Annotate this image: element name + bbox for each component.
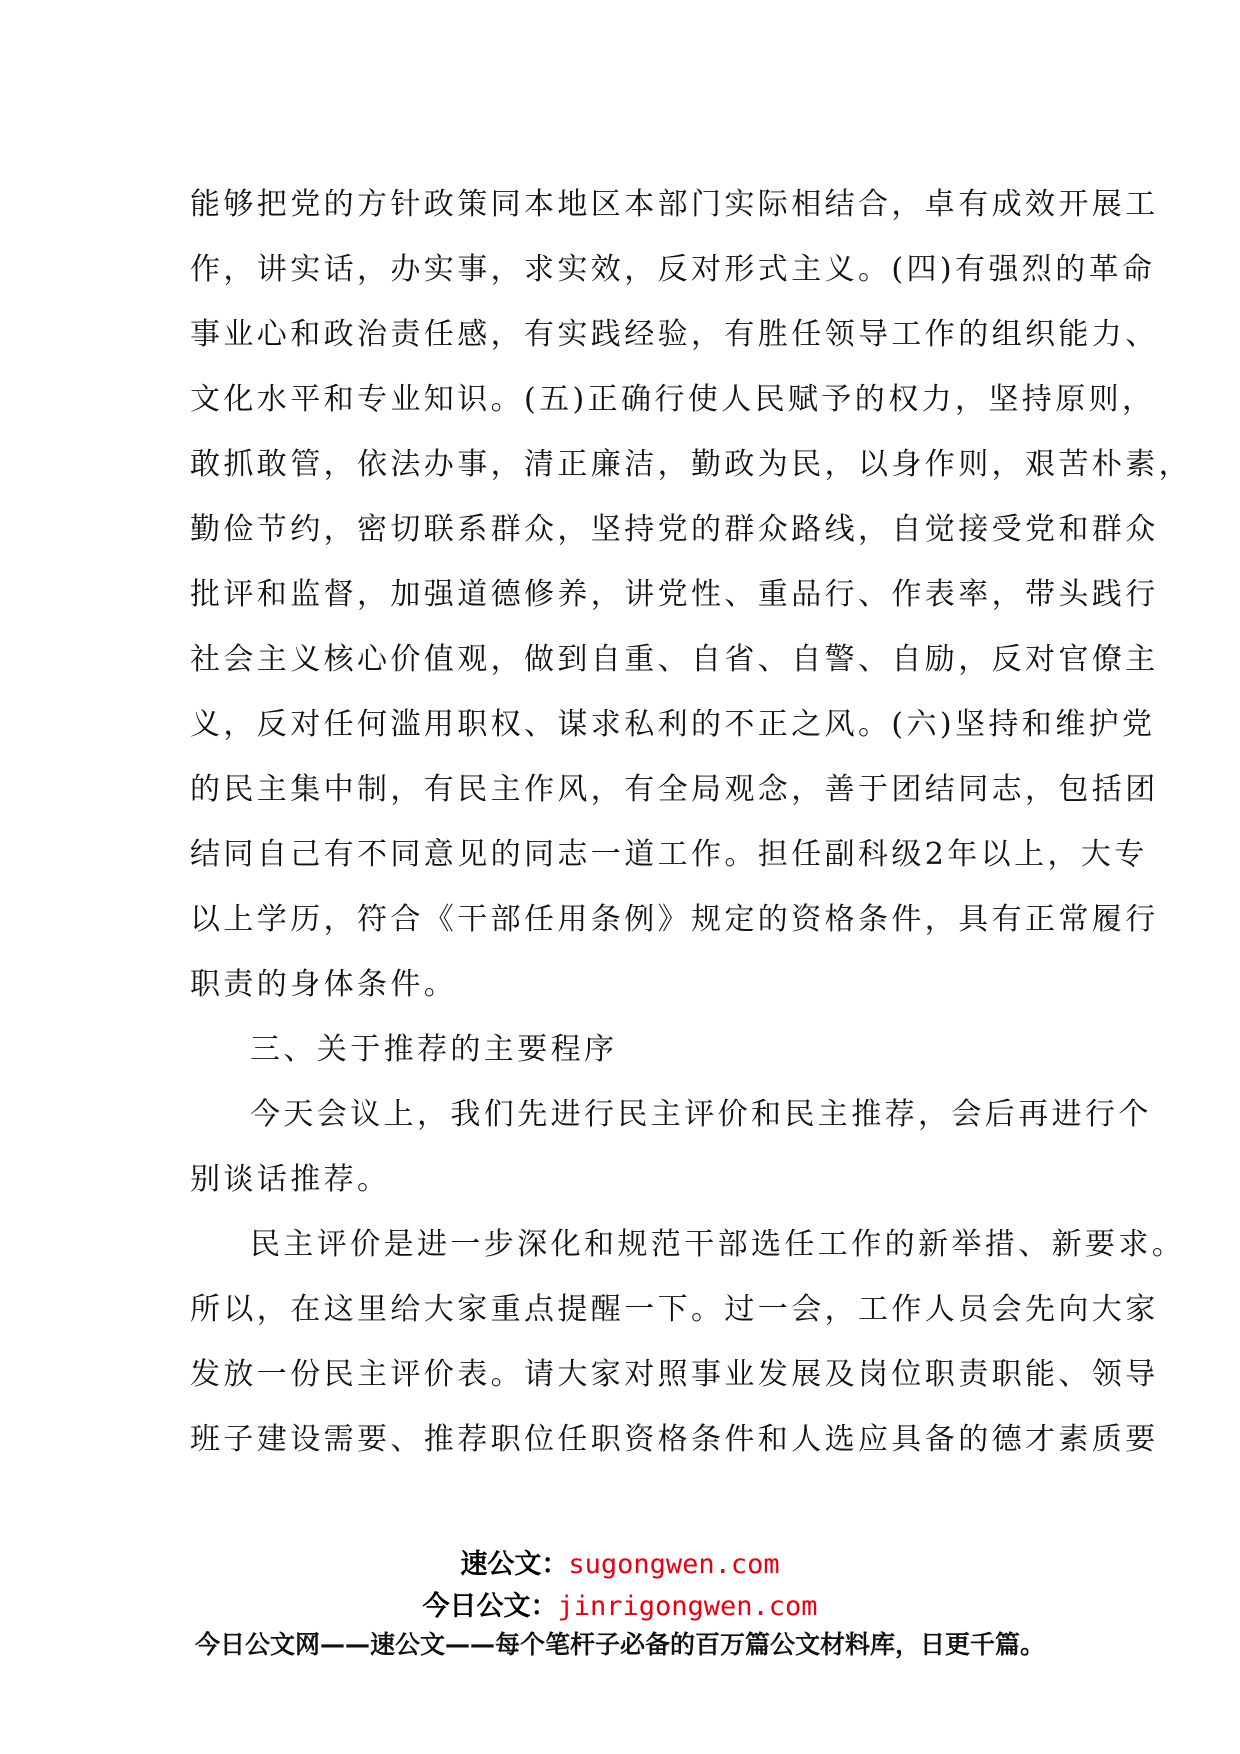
body-line: 事业心和政治责任感，有实践经验，有胜任领导工作的组织能力、 — [190, 317, 1159, 352]
footer-line-jinrigongwen — [0, 1584, 1240, 1623]
footer-label: 速公文： — [460, 1549, 569, 1580]
footer-slogan: 今日公文网——速公文——每个笔杆子必备的百万篇公文材料库，日更千篇。 — [194, 1630, 1045, 1659]
document-body — [190, 172, 1192, 1472]
body-line: 别谈话推荐。 — [190, 1162, 391, 1197]
body-line: 今天会议上，我们先进行民主评价和民主推荐，会后再进行个 — [250, 1097, 1152, 1132]
body-line: 发放一份民主评价表。请大家对照事业发展及岗位职责职能、领导 — [190, 1357, 1159, 1392]
footer-link-sugongwen[interactable]: sugongwen.com — [568, 1549, 780, 1580]
body-line: 批评和监督，加强道德修养，讲党性、重品行、作表率，带头践行 — [190, 577, 1159, 612]
body-line: 能够把党的方针政策同本地区本部门实际相结合，卓有成效开展工 — [190, 187, 1159, 222]
body-line: 作，讲实话，办实事，求实效，反对形式主义。(四)有强烈的革命 — [190, 252, 1156, 287]
body-line: 社会主义核心价值观，做到自重、自省、自警、自励，反对官僚主 — [190, 642, 1159, 677]
footer-line-sugongwen — [0, 1542, 1240, 1581]
body-line: 勤俭节约，密切联系群众，坚持党的群众路线，自觉接受党和群众 — [190, 512, 1159, 547]
body-line: 班子建设需要、推荐职位任职资格条件和人选应具备的德才素质要 — [190, 1422, 1159, 1457]
body-line: 文化水平和专业知识。(五)正确行使人民赋予的权力，坚持原则， — [190, 382, 1156, 417]
footer-label: 今日公文： — [422, 1591, 558, 1622]
body-line: 结同自己有不同意见的同志一道工作。担任副科级2年以上，大专 — [190, 837, 1148, 872]
body-line: 义，反对任何滥用职权、谋求私利的不正之风。(六)坚持和维护党 — [190, 707, 1156, 742]
body-line: 敢抓敢管，依法办事，清正廉洁，勤政为民，以身作则，艰苦朴素， — [190, 447, 1192, 482]
body-line: 的民主集中制，有民主作风，有全局观念，善于团结同志，包括团 — [190, 772, 1159, 807]
body-line: 民主评价是进一步深化和规范干部选任工作的新举措、新要求。 — [250, 1227, 1186, 1262]
footer-link-jinrigongwen[interactable]: jinrigongwen.com — [557, 1591, 818, 1622]
body-line: 职责的身体条件。 — [190, 967, 458, 1002]
section-heading: 三、关于推荐的主要程序 — [250, 1032, 618, 1067]
body-line: 以上学历，符合《干部任用条例》规定的资格条件，具有正常履行 — [190, 902, 1159, 937]
body-line: 所以，在这里给大家重点提醒一下。过一会，工作人员会先向大家 — [190, 1292, 1159, 1327]
